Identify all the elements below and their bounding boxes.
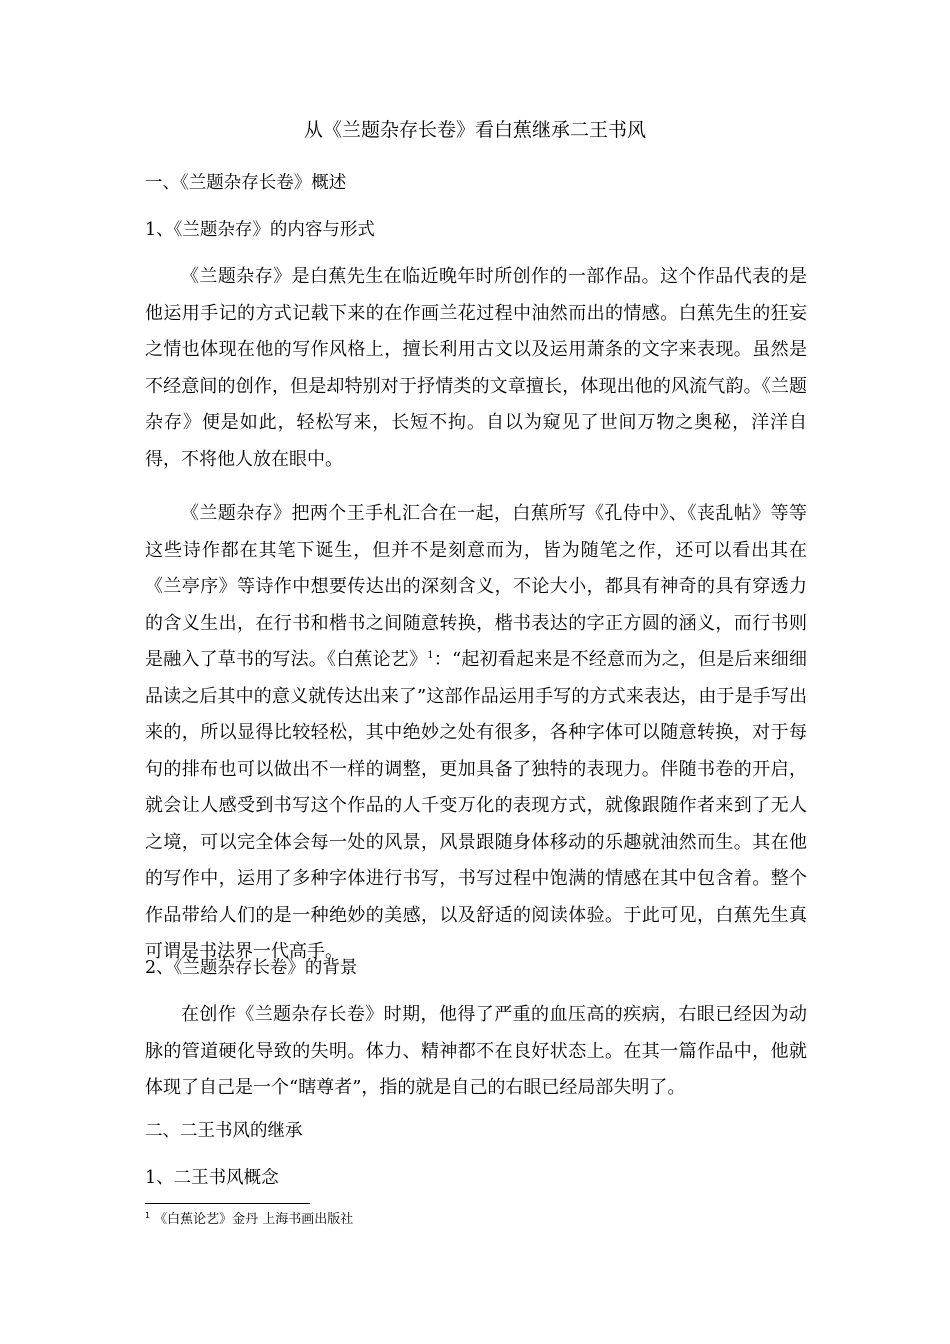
paragraph-intro: 《兰题杂存》是白蕉先生在临近晚年时所创作的一部作品。这个作品代表的是他运用手记的方式记载下来的在作画兰花过程中油然而出的情感。白蕉先生的狂妄之情也体现在他的写作风格上，擅长利用古文以及运用萧条的文字来表现。虽然是不经意间的创作，但是却特别对于抒情类的文章擅长，体现出他的风流气韵。《兰题杂存》便是如此，轻松写来，长短不拘。自以为窥见了世间万物之奥秘，洋洋自得，不将他人放在眼中。 — [145, 266, 807, 470]
paragraph-content-part2: ：“起初看起来是不经意而为之，但是后来细细品读之后其中的意义就传达出来了”这部作品运用手写的方式来表达，由于是手写出来的，所以显得比较轻松，其中绝妙之处有很多，各种字体可以随意转换，对于每句的排布也可以做出不一样的调整，更加具备了独特的表现力。伴随书卷的开启，就会让人感受到书写这个作品的人千变万化的表现方式，就像跟随作者来到了无人之境，可以完全体会每一处的风景，风景跟随身体移动的乐趣就油然而生。其在他的写作中，运用了多种字体进行书写，书写过程中饱满的情感在其中包含着。整个作品带给人们的是一种绝妙的美感，以及舒适的阅读体验。于此可见，白蕉先生真可谓是书法界一代高手。 — [145, 649, 808, 962]
section-heading-inheritance: 二、二王书风的继承 — [145, 1121, 303, 1141]
footnote-reference[interactable]: 1 — [427, 650, 434, 661]
footnote — [145, 1211, 353, 1229]
subsection-heading-background: 2、《兰题杂存长卷》的背景 — [145, 958, 358, 978]
paragraph-background: 在创作《兰题杂存长卷》时期，他得了严重的血压高的疾病，右眼已经因为动脉的管道硬化导致的失明。体力、精神都不在良好状态上。在其一篇作品中，他就体现了自己是一个“瞎尊者”，指的就是自己的右眼已经局部失明了。 — [145, 1004, 807, 1098]
paragraph-content-part1: 《兰题杂存》把两个王手札汇合在一起，白蕉所写《孔侍中》、《丧乱帖》等等这些诗作都在其笔下诞生，但并不是刻意而为，皆为随笔之作，还可以看出其在《兰亭序》等诗作中想要传达出的深刻含义，不论大小，都具有神奇的具有穿透力的含义生出，在行书和楷书之间随意转换，楷书表达的字正方圆的涵义，而行书则是融入了草书的写法。《白蕉论艺》 — [145, 503, 807, 670]
paragraph-content — [145, 496, 807, 971]
subsection-heading-concept: 1、二王书风概念 — [145, 1168, 279, 1188]
subsection-heading-content-form: 1、《兰题杂存》的内容与形式 — [145, 220, 375, 240]
document-title: 从《兰题杂存长卷》看白蕉继承二王书风 — [303, 119, 646, 141]
footnote-divider — [145, 1203, 310, 1204]
footnote-text: 《白蕉论艺》金丹 上海书画出版社 — [154, 1212, 354, 1227]
footnote-mark: 1 — [145, 1210, 151, 1220]
section-heading-overview: 一、《兰题杂存长卷》概述 — [145, 173, 347, 193]
